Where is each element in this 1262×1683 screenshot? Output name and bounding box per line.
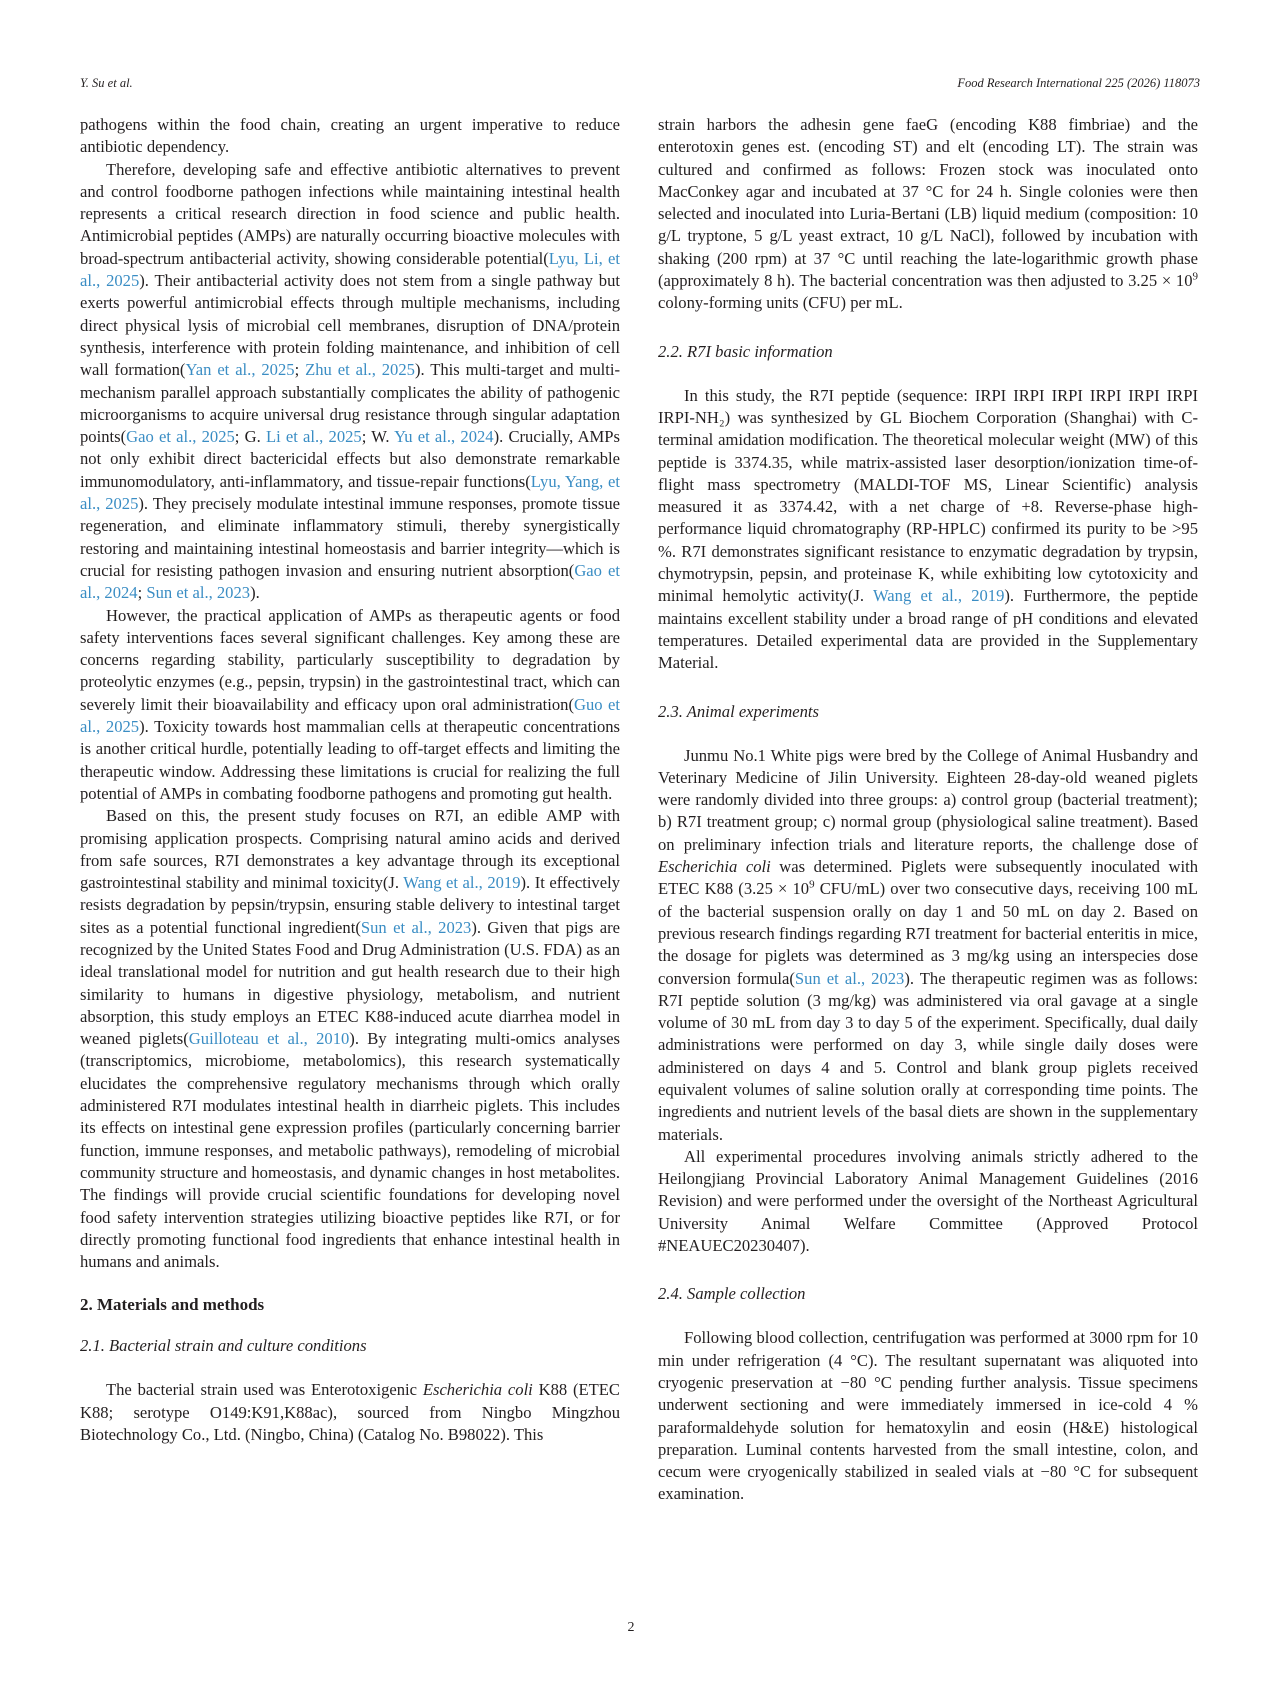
text: ). The therapeutic regimen was as follows: R7I peptide solution (3 mg/kg) was administered via oral gavage at a single volume of 30 mL from day 3 to day 5 of the experiment. Specifically, dual daily administrations were performed on day 3, while single daily doses were administered on days 4 and 5. Control and blank group piglets received equivalent volumes of saline solution orally at corresponding time points. The ingredients and nutrient levels of the basal diets are shown in the supplementary materials. (658, 968, 1198, 1144)
text: In this study, the R7I peptide (sequence: IRPI IRPI IRPI IRPI IRPI IRPI IRPI-NH₂) was synthesized by GL Biochem Corporation (Shanghai) with C-terminal amidation modification. The theoretical molecular weight (MW) of this peptide is 3374.35, while matrix-assisted laser desorption/ionization time-of-flight mass spectrometry (MALDI-TOF MS, Linear Scientific) analysis measured it as 3374.42, with a net charge of +8. Reverse-phase high-performance liquid chromatography (RP-HPLC) confirmed its purity to be >95 %. R7I demonstrates significant resistance to enzymatic degradation by trypsin, chymotrypsin, pepsin, and proteinase K, while exhibiting low cytotoxicity and minimal hemolytic activity(J. (658, 385, 1198, 606)
paragraph: All experimental procedures involving animals strictly adhered to the Heilongjiang Provincial Laboratory Animal Management Guidelines (2016 Revision) and were performed under the oversight of the Northeast Agricultural University Animal Welfare Committee (Approved Protocol #NEAUEC20230407). (658, 1146, 1198, 1256)
text: ; G. (234, 427, 266, 447)
page-number: 2 (627, 1620, 635, 1635)
text: was determined. Piglets were subsequently inoculated with ETEC K88 (3.25 × 10 (658, 857, 1198, 899)
text: Junmu No.1 White pigs were bred by the College of Animal Husbandry and Veterinary Medicine of Jilin University. Eighteen 28-day-old weaned piglets were randomly divided into three groups: a) control group (bacterial treatment); b) R7I treatment group; c) normal group (physiological saline treatment). Based on preliminary infection trials and literature reports, the challenge dose of (658, 745, 1198, 854)
text: ; (137, 583, 147, 603)
text: CFU/mL) over two consecutive days, receiving 100 mL of the bacterial suspension orally on day 1 and 50 mL on day 2. Based on previous research findings regarding R7I treatment for bacterial enteritis in mice, the dosage for piglets was determined as 3 mg/kg using an interspecies dose conversion formula( (658, 879, 1198, 988)
paragraph: pathogens within the food chain, creating an urgent imperative to reduce antibiotic dependency. (80, 115, 620, 157)
text: ; W. (361, 427, 395, 447)
citation-link[interactable]: Sun et al., 2023 (794, 968, 905, 988)
text: ). It effectively resists degradation by pepsin/trypsin, ensuring stable delivery to intestinal target sites as a potential functional ingredient( (80, 873, 620, 937)
text: ). Crucially, AMPs not only exhibit direct bactericidal effects but also demonstrate remarkable immunomodulatory, anti-inflammatory, and tissue-repair functions( (80, 427, 620, 491)
citation-link[interactable]: Wang et al., 2019 (872, 586, 1005, 606)
text: K88 (ETEC K88; serotype O149:K91,K88ac), sourced from Ningbo Mingzhou Biotechnology Co., Ltd. (Ningbo, China) (Catalog No. B98022). This (80, 1380, 620, 1445)
text: ). (250, 583, 260, 603)
text: ). By integrating multi-omics analyses (transcriptomics, microbiome, metabolomics), this research systematically elucidates the comprehensive regulatory mechanisms through which orally administered R7I modulates intestinal health in diarrheic piglets. This includes its effects on intestinal gene expression profiles (particularly concerning barrier function, immune responses, and metabolic pathways), remodeling of microbial community structure and homeostasis, and dynamic changes in host metabolites. The findings will provide crucial scientific foundations for developing novel food safety intervention strategies utilizing bioactive peptides like R7I, or for directly promoting functional food ingredients that enhance intestinal health in humans and animals. (80, 1029, 620, 1272)
right-column (658, 114, 1198, 1506)
paragraph (80, 605, 620, 806)
citation-link[interactable]: Li et al., 2025 (265, 427, 362, 447)
subsection-heading: 2.2. R7I basic information (658, 341, 833, 361)
paragraph (80, 1379, 620, 1446)
superscript: 9 (809, 878, 815, 891)
citation-link[interactable]: Yan et al., 2025 (185, 360, 295, 380)
text: However, the practical application of AMPs as therapeutic agents or food safety interventions faces several significant challenges. Key among these are concerns regarding stability, particularly susceptibility to degradation by proteolytic enzymes (e.g., pepsin, trypsin) in the gastrointestinal tract, which can severely limit their bioavailability and efficacy upon oral administration( (80, 605, 620, 714)
text: ). Given that pigs are recognized by the United States Food and Drug Administration (U.S. FDA) as an ideal translational model for nutrition and gut health research due to their high similarity to humans in digestive physiology, metabolism, and nutrient absorption, this study employs an ETEC K88-induced acute diarrhea model in weaned piglets( (80, 917, 620, 1049)
citation-link[interactable]: Yu et al., 2024 (394, 427, 494, 447)
left-column (80, 114, 620, 1446)
text: ). Furthermore, the peptide maintains excellent stability under a broad range of pH conditions and elevated temperatures. Detailed experimental data are provided in the Supplementary Material. (658, 586, 1198, 673)
species-name: Escherichia coli (658, 857, 771, 877)
subsection-heading: 2.4. Sample collection (658, 1284, 806, 1304)
text: Therefore, developing safe and effective antibiotic alternatives to prevent and control foodborne pathogen infections while maintaining intestinal health represents a critical research direction in food science and public health. Antimicrobial peptides (AMPs) are naturally occurring bioactive molecules with broad-spectrum antibacterial activity, showing considerable potential( (80, 159, 620, 268)
text: Based on this, the present study focuses on R7I, an edible AMP with promising application prospects. Comprising natural amino acids and derived from safe sources, R7I demonstrates a key advantage through its exceptional gastrointestinal stability and minimal toxicity(J. (80, 806, 620, 893)
subsection-heading: 2.1. Bacterial strain and culture conditions (80, 1336, 367, 1356)
section-heading: 2. Materials and methods (80, 1295, 265, 1315)
citation-link[interactable]: Sun et al., 2023 (146, 583, 251, 603)
paragraph (80, 805, 620, 1273)
superscript: 9 (1192, 270, 1198, 283)
text: strain harbors the adhesin gene faeG (encoding K88 fimbriae) and the enterotoxin genes est. (encoding ST) and elt (encoding LT). The strain was cultured and confirmed as follows: Frozen stock was inoculated onto MacConkey agar and incubated at 37 °C for 24 h. Single colonies were then selected and inoculated into Luria-Bertani (LB) liquid medium (composition: 10 g/L tryptone, 5 g/L yeast extract, 10 g/L NaCl), followed by incubation with shaking (200 rpm) at 37 °C until reaching the late-logarithmic growth phase (approximately 8 h). The bacterial concentration was then adjusted to 3.25 × 10 (658, 115, 1198, 291)
text: ). Toxicity towards host mammalian cells at therapeutic concentrations is another critical hurdle, potentially leading to off-target effects and limiting the therapeutic window. Addressing these limitations is crucial for realizing the full potential of AMPs in combating foodborne pathogens and promoting gut health. (80, 717, 621, 803)
citation-link[interactable]: Lyu, Li, et al., 2025 (80, 248, 620, 291)
text: colony-forming units (CFU) per mL. (658, 293, 903, 313)
running-head-authors: Y. Su et al. (80, 76, 133, 90)
paragraph: Following blood collection, centrifugation was performed at 3000 rpm for 10 min under refrigeration (4 °C). The resultant supernatant was aliquoted into cryogenic preservation at −80 °C pending further analysis. Tissue specimens underwent sectioning and were immediately immersed in ice-cold 4 % paraformaldehyde solution for hematoxylin and eosin (H&E) histological preparation. Luminal contents harvested from the small intestine, colon, and cecum were cryogenically stabilized in sealed vials at −80 °C for subsequent examination. (658, 1328, 1198, 1504)
running-head-journal: Food Research International 225 (2026) 118073 (957, 76, 1200, 90)
citation-link[interactable]: Guilloteau et al., 2010 (188, 1029, 350, 1049)
text: The bacterial strain used was Enterotoxigenic (106, 1380, 423, 1400)
citation-link[interactable]: Sun et al., 2023 (360, 917, 472, 937)
subsection-heading: 2.3. Animal experiments (658, 701, 819, 721)
paragraph (658, 114, 1198, 315)
citation-link[interactable]: Lyu, Yang, et al., 2025 (80, 471, 620, 514)
citation-link[interactable]: Gao et al., 2025 (126, 427, 235, 447)
paragraph (658, 745, 1198, 1146)
text: ). This multi-target and multi-mechanism parallel approach substantially complicates the ability of pathogenic microorganisms to acquire universal drug resistance through singular adaptation points( (80, 360, 620, 447)
citation-link[interactable]: Wang et al., 2019 (403, 873, 521, 893)
text: ; (294, 360, 306, 380)
citation-link[interactable]: Guo et al., 2025 (80, 694, 621, 737)
citation-link[interactable]: Zhu et al., 2025 (305, 360, 415, 380)
paragraph (658, 385, 1198, 675)
species-name: Escherichia coli (422, 1380, 533, 1400)
text: ). Their antibacterial activity does not stem from a single pathway but exerts powerful antimicrobial effects through multiple mechanisms, including direct physical lysis of microbial cell membranes, disruption of DNA/protein synthesis, interference with protein folding maintenance, and inhibition of cell wall formation( (80, 271, 620, 380)
text: ). They precisely modulate intestinal immune responses, promote tissue regeneration, and eliminate inflammatory stimuli, thereby synergistically restoring and maintaining intestinal homeostasis and barrier integrity—which is crucial for resisting pathogen invasion and ensuring nutrient absorption( (80, 494, 621, 580)
paragraph (80, 159, 620, 605)
citation-link[interactable]: Gao et al., 2024 (80, 560, 620, 603)
